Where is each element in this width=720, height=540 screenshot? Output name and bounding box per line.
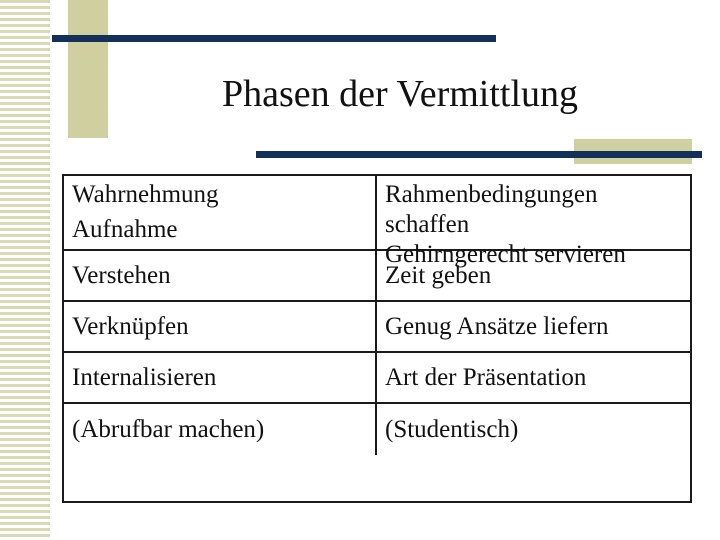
- slide-title: Phasen der Vermittlung: [221, 73, 579, 115]
- decorative-line-top: [52, 35, 496, 42]
- measure-label-line2: schaffen: [385, 211, 470, 238]
- measure-label-line1: Rahmenbedingungen: [385, 181, 598, 208]
- decorative-line-bottom: [256, 151, 702, 158]
- table-cell-phase: [64, 176, 377, 251]
- table-cell-measure: Art der Präsentation: [377, 353, 690, 404]
- table-cell-phase: Internalisieren: [64, 353, 377, 404]
- table-cell-measure: Genug Ansätze liefern: [377, 302, 690, 353]
- table-cell-phase: Verstehen: [64, 251, 377, 302]
- decorative-block-top: [68, 0, 108, 138]
- phases-table: [62, 174, 692, 503]
- table-cell-phase: (Abrufbar machen): [64, 404, 377, 455]
- table-cell-phase: Verknüpfen: [64, 302, 377, 353]
- decorative-stripes: [0, 0, 50, 540]
- table-cell-measure: (Studentisch): [385, 415, 519, 443]
- table-cell-measure: [377, 176, 690, 268]
- phase-label-aufnahme: Aufnahme: [72, 216, 178, 243]
- table-cell-measure: Zeit geben: [377, 251, 690, 302]
- measure-label-line3: Gehirngerecht servieren: [385, 241, 626, 268]
- phase-label-wahrnehmung: Wahrnehmung: [72, 181, 219, 208]
